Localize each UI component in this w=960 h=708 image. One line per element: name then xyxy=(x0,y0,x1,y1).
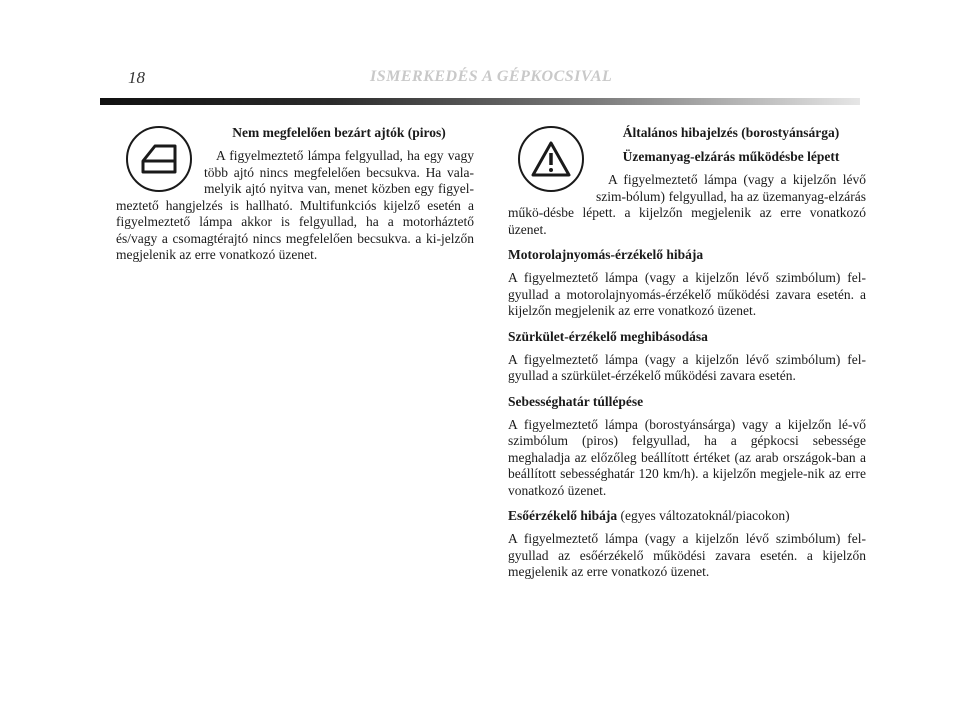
door-warning-text: A figyelmeztető lámpa felgyullad, ha egy vagy több ajtó nincs megfelelően becsukva. Ha vala-melyik ajtó nyitva van, menet közben egy figyel-meztető hangjelzés is hallható. Multifunkciós kijelző esetén a figyelmeztető lámpa akkor is felgyullad, ha a motorháztető és/vagy a csomagtérajtó nincs megfelelően becsukva. a ki-jelzőn megjelenik az erre vonatkozó üzenet. xyxy=(116,148,474,262)
speed-limit-text: A figyelmeztető lámpa (borostyánsárga) vagy a kijelzőn lé-vő szimbólum (piros) felgyullad, ha a gépkocsi sebessége meghaladja az előzőleg beállított értéket (az arab országok-ban a beállított sebességhatár 120 km/h). a kijelzőn megjele-nik az erre vonatkozó üzenet. xyxy=(508,416,866,498)
speed-limit-heading: Sebességhatár túllépése xyxy=(508,393,644,409)
header-rule xyxy=(100,98,860,105)
rain-sensor-text: A figyelmeztető lámpa (vagy a kijelzőn lévő szimbólum) fel-gyullad az esőérzékelő működési zavara esetén. a kijelzőn megjelenik az erre vonatkozó üzenet. xyxy=(508,531,866,579)
warning-triangle-icon xyxy=(518,126,584,192)
fuel-cutoff-text: A figyelmeztető lámpa (vagy a kijelzőn lévő szim-bólum) felgyullad, ha az üzemanyag-elzárás műkö-désbe lépett. a kijelzőn megjelenik az erre vonatkozó üzenet. xyxy=(508,172,866,237)
right-column xyxy=(508,124,866,589)
oil-pressure-text: A figyelmeztető lámpa (vagy a kijelzőn lévő szimbólum) fel-gyullad a motorolajnyomás-érzékelő működési zavara esetén. a kijelzőn megjelenik az erre vonatkozó üzenet. xyxy=(508,270,866,318)
rain-sensor-heading-note: (egyes változatoknál/piacokon) xyxy=(617,508,790,523)
oil-pressure-heading: Motorolajnyomás-érzékelő hibája xyxy=(508,247,704,262)
running-header: ISMERKEDÉS A GÉPKOCSIVAL xyxy=(370,68,613,85)
dusk-sensor-heading: Szürkület-érzékelő meghibásodása xyxy=(508,328,708,344)
door-warning-heading: Nem megfelelően bezárt ajtók (piros) xyxy=(232,125,446,140)
fuel-cutoff-heading: Üzemanyag-elzárás működésbe lépett xyxy=(622,149,840,164)
general-fault-heading: Általános hibajelzés (borostyánsárga) xyxy=(622,125,840,140)
page-number: 18 xyxy=(128,68,145,87)
rain-sensor-heading-title: Esőérzékelő hibája xyxy=(508,508,618,523)
dusk-sensor-text: A figyelmeztető lámpa (vagy a kijelzőn lévő szimbólum) fel-gyullad a szürkület-érzékelő működési zavara esetén. xyxy=(508,351,866,383)
left-column xyxy=(116,124,474,272)
door-open-icon xyxy=(126,126,192,192)
rain-sensor-heading xyxy=(508,507,866,525)
